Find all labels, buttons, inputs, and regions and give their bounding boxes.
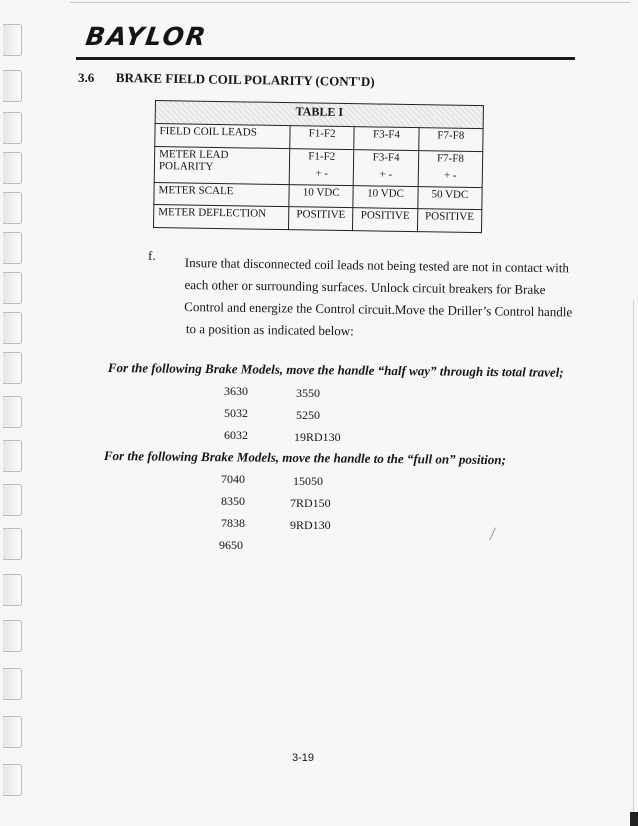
table-cell: F7-F8: [418, 128, 483, 152]
row-label: METER DEFLECTION: [153, 205, 288, 230]
binder-ring: [3, 484, 22, 516]
binder-edge: [0, 0, 30, 826]
paragraph-line: Insure that disconnected coil leads not being tested are not in contact with: [184, 254, 570, 276]
binder-ring: [3, 312, 22, 344]
binder-ring: [3, 112, 22, 144]
half-way-heading: For the following Brake Models, move the handle “half way” through its total travel;: [107, 360, 564, 380]
page-corner-mark: [630, 812, 638, 826]
paragraph-line: Control and energize the Control circuit.Move the Driller’s Control handle: [184, 298, 573, 320]
table-cell: POSITIVE: [417, 209, 482, 233]
model-number: 9RD130: [290, 518, 331, 532]
section-number: 3.6: [78, 70, 95, 85]
page-edge: [633, 300, 634, 820]
header-rule: [76, 57, 575, 60]
table-cell: 50 VDC: [417, 186, 482, 210]
binder-ring: [3, 232, 22, 264]
binder-ring: [3, 668, 22, 700]
stray-pen-mark: [489, 527, 496, 540]
company-logo: BAYLOR: [83, 22, 210, 51]
binder-ring: [3, 574, 22, 606]
full-on-heading: For the following Brake Models, move the handle to the “full on” position;: [103, 448, 506, 468]
table-cell: 10 VDC: [289, 184, 354, 208]
binder-ring: [3, 24, 22, 56]
step-marker: f.: [148, 248, 156, 263]
polarity-table: [153, 100, 484, 233]
paragraph-line: each other or surrounding surfaces. Unlock circuit breakers for Brake: [184, 276, 546, 298]
table-cell: F1-F2: [290, 126, 355, 150]
table-cell: POSITIVE: [353, 208, 418, 232]
row-label: METER SCALE: [154, 182, 289, 207]
table-cell: F1-F2 + -: [289, 148, 354, 185]
top-rule: [70, 2, 630, 3]
polarity-sign: + -: [379, 168, 393, 181]
binder-ring: [3, 272, 22, 304]
row-label: METER LEAD POLARITY: [154, 146, 290, 184]
binder-ring: [3, 620, 22, 652]
model-number: 3550: [296, 386, 320, 400]
table-cell: F3-F4 + -: [354, 149, 419, 186]
polarity-sign: + -: [443, 169, 457, 182]
model-number: 7040: [221, 472, 245, 486]
binder-ring: [3, 764, 22, 796]
table-cell: 10 VDC: [353, 185, 418, 209]
binder-ring: [3, 716, 22, 748]
model-number: 7RD150: [290, 496, 331, 510]
table-caption: TABLE I: [155, 101, 483, 129]
model-number: 7838: [221, 516, 245, 530]
table-cell: F3-F4: [354, 127, 419, 151]
model-number: 3630: [224, 384, 248, 398]
binder-ring: [3, 152, 22, 184]
binder-ring: [3, 70, 22, 102]
binder-ring: [3, 440, 22, 472]
binder-ring: [3, 396, 22, 428]
model-number: 8350: [221, 494, 245, 508]
model-number: 6032: [224, 428, 248, 442]
row-label: FIELD COIL LEADS: [155, 124, 290, 149]
model-number: 15050: [293, 474, 323, 488]
table-row: [153, 205, 481, 233]
binder-ring: [3, 192, 22, 224]
step-paragraph: [184, 252, 573, 345]
model-number: 5250: [296, 408, 320, 422]
binder-ring: [3, 528, 22, 560]
model-number: 9650: [219, 538, 243, 552]
model-number: 19RD130: [294, 430, 341, 444]
table-row: [154, 146, 483, 187]
table-cell: POSITIVE: [288, 207, 353, 231]
binder-ring: [3, 352, 22, 384]
paragraph-line: to a position as indicated below:: [185, 321, 354, 339]
model-number: 5032: [224, 406, 248, 420]
polarity-sign: + -: [315, 167, 328, 180]
table-cell: F7-F8 + -: [418, 150, 483, 187]
page-number: 3-19: [292, 752, 315, 764]
section-title: BRAKE FIELD COIL POLARITY (CONT'D): [115, 70, 375, 90]
